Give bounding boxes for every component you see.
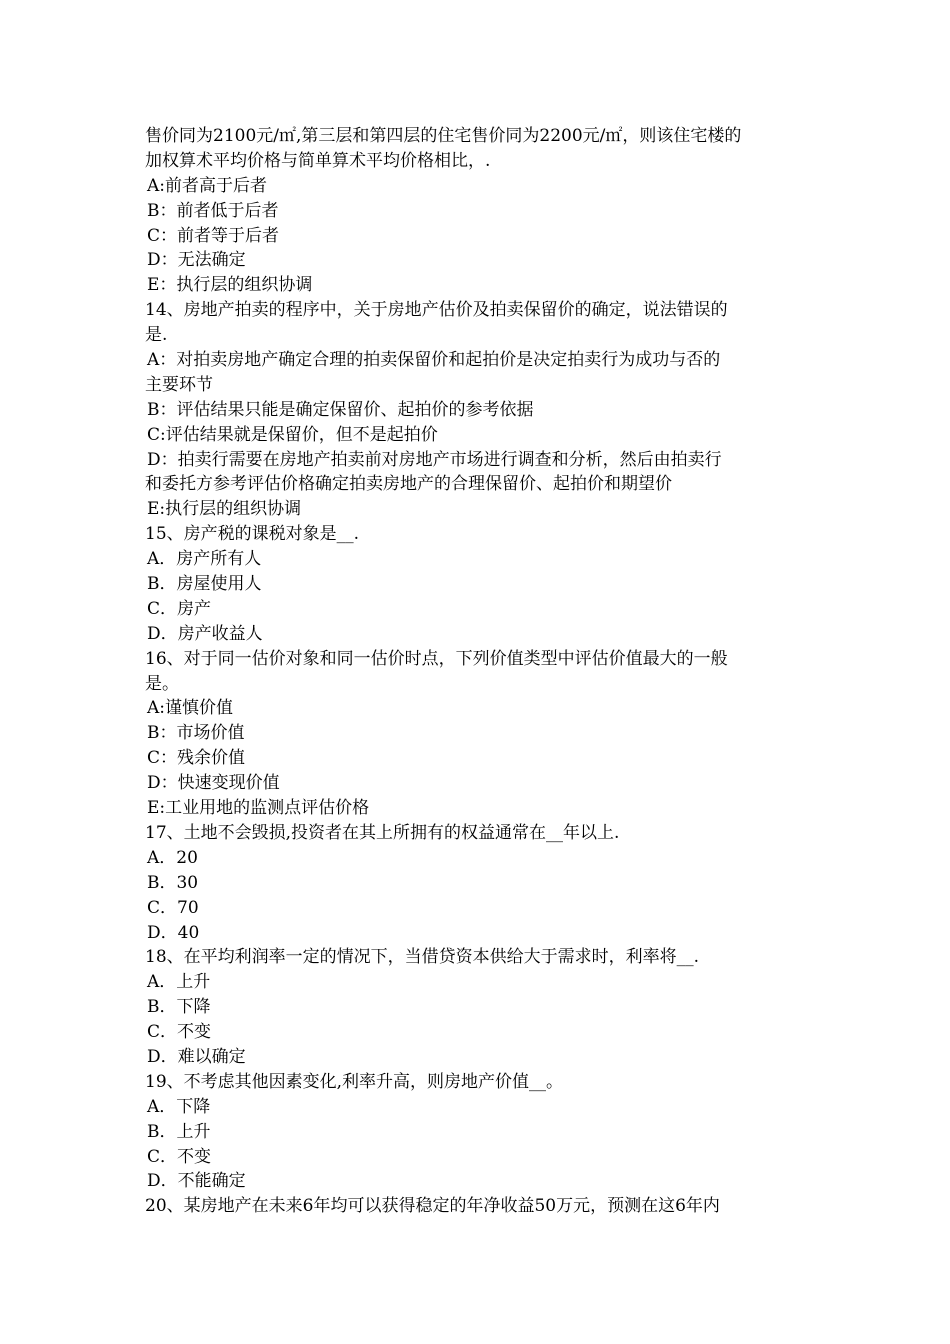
answer-option-line: D：无法确定 bbox=[147, 250, 246, 271]
document-body bbox=[145, 124, 810, 1219]
answer-option-line: D：拍卖行需要在房地产拍卖前对房地产市场进行调查和分析，然后由拍卖行 bbox=[147, 449, 722, 470]
answer-option-line: B．房屋使用人 bbox=[147, 574, 262, 595]
answer-option-line: A：对拍卖房地产确定合理的拍卖保留价和起拍价是决定拍卖行为成功与否的 bbox=[147, 350, 721, 371]
answer-option-line: D．不能确定 bbox=[147, 1171, 246, 1192]
question-text-line: 19、不考虑其他因素变化,利率升高，则房地产价值__。 bbox=[145, 1071, 564, 1092]
answer-option-line: B：前者低于后者 bbox=[147, 200, 279, 221]
question-text-line: 18、在平均利润率一定的情况下，当借贷资本供给大于需求时，利率将__. bbox=[145, 947, 700, 968]
answer-option-line: B．30 bbox=[147, 872, 199, 893]
answer-option-line: A．下降 bbox=[147, 1096, 211, 1117]
question-text-line: 20、某房地产在未来6年均可以获得稳定的年净收益50万元，预测在这6年内 bbox=[145, 1196, 720, 1217]
answer-option-line: B：评估结果只能是确定保留价、起拍价的参考依据 bbox=[147, 399, 534, 420]
question-text-line: 17、土地不会毁损,投资者在其上所拥有的权益通常在__年以上. bbox=[145, 822, 620, 843]
answer-option-line: C．不变 bbox=[147, 1022, 212, 1043]
question-text-line: 16、对于同一估价对象和同一估价时点，下列价值类型中评估价值最大的一般 bbox=[145, 648, 728, 669]
answer-option-line: B．上升 bbox=[147, 1121, 211, 1142]
question-text-line: 14、房地产拍卖的程序中，关于房地产估价及拍卖保留价的确定，说法错误的 bbox=[145, 300, 728, 321]
answer-option-line: B．下降 bbox=[147, 997, 211, 1018]
answer-option-line: C．不变 bbox=[147, 1146, 212, 1167]
answer-option-line: A．房产所有人 bbox=[147, 549, 262, 570]
answer-option-line: D．房产收益人 bbox=[147, 623, 263, 644]
answer-option-line: C．70 bbox=[147, 897, 199, 918]
question-text-line: 是. bbox=[145, 325, 168, 346]
answer-option-line: A:谨慎价值 bbox=[147, 698, 234, 719]
answer-option-line: A．20 bbox=[147, 847, 198, 868]
answer-option-line: C：残余价值 bbox=[147, 748, 246, 769]
answer-option-line: E:工业用地的监测点评估价格 bbox=[147, 798, 370, 819]
question-text-line: 是。 bbox=[145, 673, 179, 694]
answer-option-line: C．房产 bbox=[147, 598, 212, 619]
answer-option-line: D：快速变现价值 bbox=[147, 773, 280, 794]
question-text-line: 主要环节 bbox=[145, 374, 213, 395]
answer-option-line: E:执行层的组织协调 bbox=[147, 499, 302, 520]
question-text-line: 售价同为2100元/㎡,第三层和第四层的住宅售价同为2200元/㎡，则该住宅楼的 bbox=[145, 126, 742, 146]
question-text-line: 加权算术平均价格与简单算术平均价格相比，. bbox=[145, 150, 491, 171]
answer-option-line: C:评估结果就是保留价，但不是起拍价 bbox=[147, 424, 438, 445]
answer-option-line: E：执行层的组织协调 bbox=[147, 275, 313, 296]
question-text-line: 和委托方参考评估价格确定拍卖房地产的合理保留价、起拍价和期望价 bbox=[145, 474, 672, 495]
question-text-line: 15、房产税的课税对象是__. bbox=[145, 524, 360, 545]
answer-option-line: A:前者高于后者 bbox=[147, 175, 268, 196]
answer-option-line: D．40 bbox=[147, 922, 200, 943]
answer-option-line: A．上升 bbox=[147, 972, 211, 993]
answer-option-line: C：前者等于后者 bbox=[147, 225, 280, 246]
answer-option-line: B：市场价值 bbox=[147, 723, 245, 744]
answer-option-line: D．难以确定 bbox=[147, 1046, 246, 1067]
